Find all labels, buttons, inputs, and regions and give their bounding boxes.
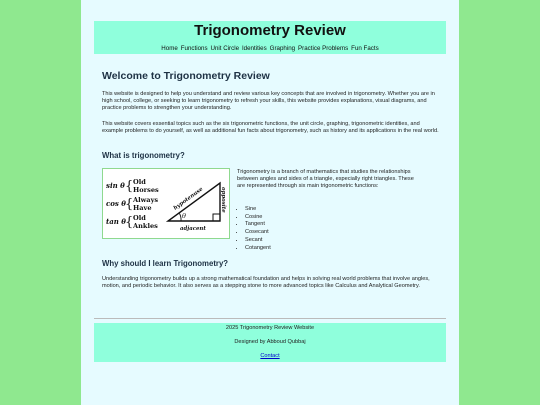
brace-3: { <box>125 215 134 230</box>
page-container <box>81 0 459 405</box>
list-item: • Secant <box>245 237 271 245</box>
angle-arc <box>180 214 182 222</box>
why-paragraph: Understanding trigonometry builds up a strong mathematical foundation and helps in solving real world problems that involve angles, motion, and periodic behavior. It also serves as a stepping stone to more advanced topics like Calculus and Analytical Geometry. <box>102 276 430 289</box>
mnemonic-word: Ankles <box>133 222 158 230</box>
brace-1: { <box>125 179 134 194</box>
footer-divider <box>94 318 446 319</box>
main-nav <box>94 45 446 52</box>
mnemonic-word: Old <box>133 214 146 222</box>
mnemonic-word: Horses <box>133 186 159 194</box>
list-item: • Sine <box>245 206 271 214</box>
nav-graphing[interactable]: Graphing <box>269 45 296 52</box>
sin-label: sin θ <box>106 181 125 190</box>
list-item: • Cosecant <box>245 229 271 237</box>
credit-text: Designed by Abboud Qubbaj <box>234 339 306 345</box>
tan-label: tan θ <box>106 217 126 226</box>
intro-paragraph-2: This website covers essential topics such as the six trigonometric functions, the unit circle, graphing, trigonometric identities, and example problems to do yourself, as well as additional fun facts about trigonometry, such as history and its applications in the real world. <box>102 121 439 134</box>
theta-label: θ <box>182 212 186 220</box>
mnemonic-word: Always <box>133 196 159 204</box>
contact-link[interactable]: Contact <box>260 353 280 359</box>
nav-home[interactable]: Home <box>161 45 178 52</box>
list-item: • Tangent <box>245 221 271 229</box>
intro-paragraph-1: This website is designed to help you understand and review various key concepts that are involved in trigonometry. Whether you are in high school, college, or seeking to learn trigonometry to refresh your skills, this website provides explanations, visual diagrams, and practice problems to strengthen your understanding. <box>102 91 435 111</box>
hypotenuse-label: hypotenuse <box>172 186 205 212</box>
site-title: Trigonometry Review <box>194 22 346 39</box>
copyright-text: 2025 Trigonometry Review Website <box>225 325 315 331</box>
right-angle-mark <box>213 214 220 221</box>
list-item: • Cotangent <box>245 245 271 253</box>
brace-2: { <box>125 197 134 212</box>
mnemonic-word: Have <box>133 204 152 212</box>
what-heading: What is trigonometry? <box>102 151 185 160</box>
nav-identities[interactable]: Identities <box>241 45 267 52</box>
why-heading: Why should I learn Trigonometry? <box>102 259 229 268</box>
list-item: • Cosine <box>245 214 271 222</box>
function-list <box>237 206 271 252</box>
nav-unit-circle[interactable]: Unit Circle <box>210 45 240 52</box>
cos-label: cos θ <box>106 199 126 208</box>
site-header <box>94 21 446 54</box>
nav-fun-facts[interactable]: Fun Facts <box>351 45 379 52</box>
nav-functions[interactable]: Functions <box>180 45 208 52</box>
welcome-heading: Welcome to Trigonometry Review <box>102 70 270 82</box>
site-footer <box>94 323 446 362</box>
nav-practice-problems[interactable]: Practice Problems <box>298 45 349 52</box>
opposite-label: opposite <box>220 187 226 213</box>
soh-cah-toa-diagram <box>102 168 230 239</box>
mnemonic-word: Old <box>133 178 146 186</box>
right-triangle <box>168 183 220 221</box>
adjacent-label: adjacent <box>180 226 206 232</box>
trig-definition: Trigonometry is a branch of mathematics that studies the relationships between angles and sides of a triangle, especially right triangles. These are represented through six main trigonometric functions: <box>237 169 414 189</box>
